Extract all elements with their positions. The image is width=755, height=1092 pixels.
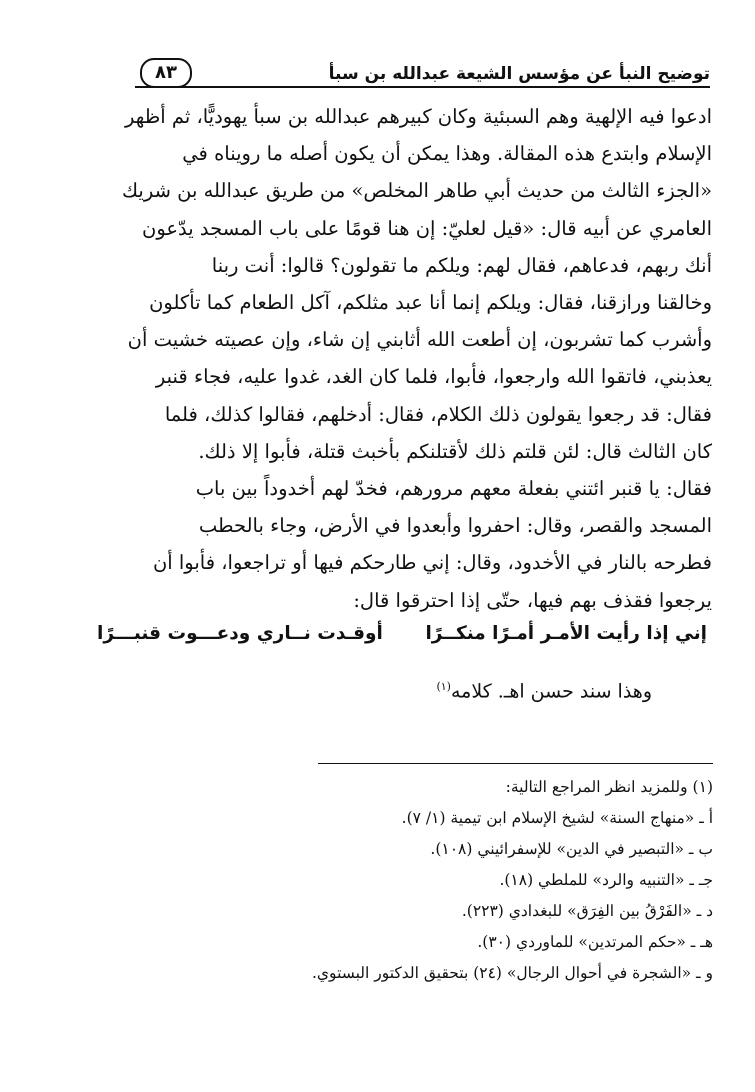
text-line: وأشرب كما تشربون، إن أطعت الله أثابني إن شاء، وإن عصيته خشيت أن: [127, 328, 712, 352]
header-title: توضيح النبأ عن مؤسس الشيعة عبدالله بن سبأ: [328, 64, 710, 84]
footnote-separator: [318, 763, 713, 764]
text-line: يرجعوا فقذف بهم فيها، حتّى إذا احترقوا قال:: [353, 588, 712, 612]
text-line: فقال: قد رجعوا يقولون ذلك الكلام، فقال: أدخلهم، فقالوا كذلك، فلما: [164, 402, 712, 426]
poem-verse: [92, 617, 712, 657]
footnote-line: أ ـ «منهاج السنة» لشيخ الإسلام ابن تيمية (١/ ٧).: [401, 809, 713, 827]
closing-text: وهذا سند حسن اهـ. كلامه: [450, 680, 652, 703]
text-line: فقال: يا قنبر ائتني بفعلة معهم مرورهم، فخدّ لهم أخدوداً بين باب: [195, 477, 712, 501]
text-line: المسجد والقصر، وقال: احفروا وأبعدوا في الأرض، وجاء بالحطب: [198, 514, 712, 538]
text-line: العامري عن أبيه قال: «قيل لعليّ: إن هنا قومًا على باب المسجد يدّعون: [142, 216, 712, 240]
text-line: ادعوا فيه الإلهية وهم السبئية وكان كبيرهم عبدالله بن سبأ يهوديًّا، ثم أظهر: [124, 105, 712, 128]
running-header: [95, 50, 710, 100]
text-line: «الجزء الثالث من حديث أبي طاهر المخلص» من طريق عبدالله بن شريك: [121, 179, 712, 203]
text-line: يعذبني، فاتقوا الله وارجعوا، فأبوا، فلما كان الغد، غدوا عليه، فجاء قنبر: [155, 365, 712, 389]
footnote-line: هـ ـ «حكم المرتدين» للماوردي (٣٠).: [477, 933, 713, 951]
closing-line: [436, 680, 652, 702]
text-line: الإسلام وابتدع هذه المقالة. وهذا يمكن أن يكون أصله ما رويناه في: [182, 142, 712, 166]
page-number: ٨٣: [140, 58, 192, 88]
footnote-line: (١) وللمزيد انظر المراجع التالية:: [505, 778, 713, 796]
poem-first-hemistich: إني إذا رأيت الأمـر أمـرًا منكــرًا: [425, 623, 707, 644]
footnote-line: و ـ «الشجرة في أحوال الرجال» (٢٤) بتحقيق الدكتور البستوي.: [312, 964, 713, 982]
footnote-reference[interactable]: (١): [436, 680, 451, 693]
footnote-line: جـ ـ «التنبيه والرد» للملطي (١٨).: [499, 871, 713, 889]
text-line: كان الثالث قال: لئن قلتم ذلك لأقتلنكم بأخبث قتلة، فأبوا إلا ذلك.: [198, 439, 712, 463]
poem-second-hemistich: أوقـدت نــاري ودعـــوت قنبـــرًا: [97, 623, 383, 644]
header-rule: [183, 86, 710, 88]
text-line: وخالقنا ورازقنا، فقال: ويلكم إنما أنا عبد مثلكم، آكل الطعام كما تأكلون: [149, 291, 712, 315]
text-line: أنك ربهم، فدعاهم، فقال لهم: ويلكم ما تقولون؟ قالوا: أنت ربنا: [211, 253, 712, 277]
text-line: فطرحه بالنار في الأخدود، وقال: إني طارحكم فيها أو تراجعوا، فأبوا أن: [152, 551, 712, 575]
footnotes: [293, 772, 713, 989]
footnote-line: د ـ «الفَرْقُ بين الفِرَق» للبغدادي (٢٢٣).: [461, 902, 713, 920]
main-text: [92, 98, 712, 619]
footnote-line: ب ـ «التبصير في الدين» للإسفرائيني (١٠٨).: [430, 840, 713, 858]
